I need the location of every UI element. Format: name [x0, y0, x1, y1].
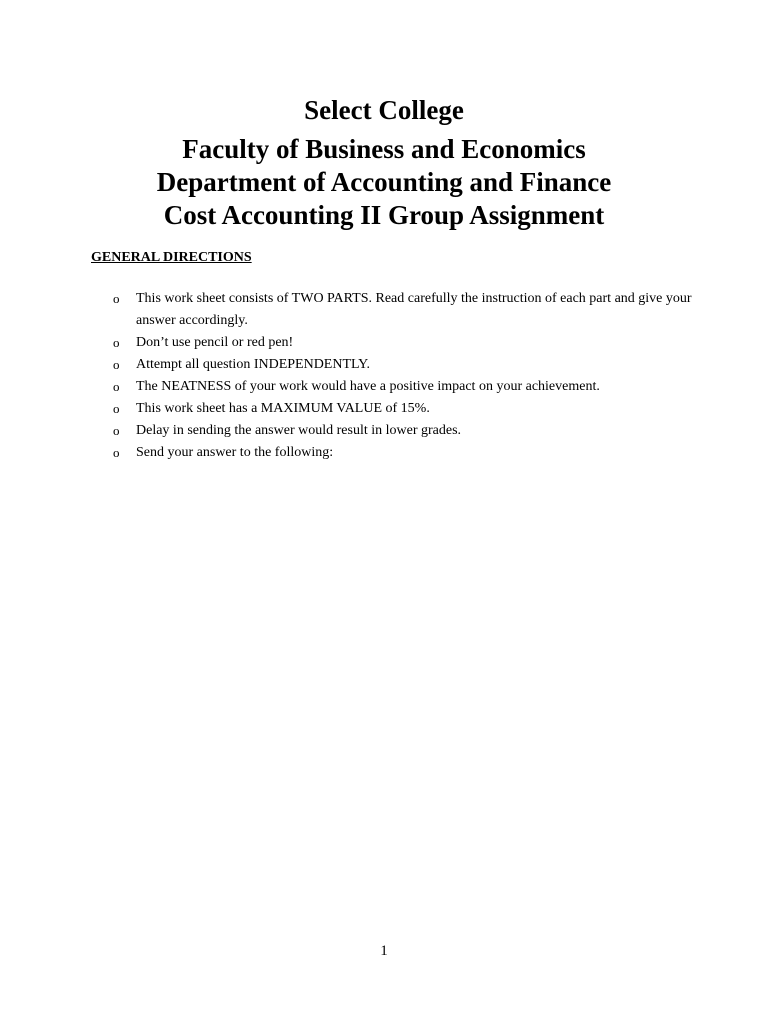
direction-text: This work sheet has a MAXIMUM VALUE of 15%.: [136, 401, 430, 416]
bullet-icon: o: [113, 379, 120, 394]
direction-item: [0, 398, 696, 420]
general-directions-heading: GENERAL DIRECTIONS: [91, 250, 252, 265]
directions-list: [0, 288, 768, 464]
direction-item: [0, 376, 696, 398]
direction-text: The NEATNESS of your work would have a positive impact on your achievement.: [136, 379, 600, 394]
bullet-icon: o: [113, 445, 120, 460]
page-number: 1: [380, 943, 388, 959]
faculty-name: Faculty of Business and Economics: [182, 134, 586, 164]
direction-item: [0, 420, 696, 442]
direction-item: [0, 288, 696, 332]
bullet-icon: o: [113, 291, 120, 306]
department-name: Department of Accounting and Finance: [156, 167, 612, 197]
direction-text: Send your answer to the following:: [136, 445, 334, 460]
bullet-icon: o: [113, 401, 120, 416]
direction-text: This work sheet consists of TWO PARTS. Read carefully the instruction of each part and give your answer accordingly.: [136, 291, 692, 328]
direction-text: Don’t use pencil or red pen!: [136, 335, 294, 350]
direction-item: [0, 354, 696, 376]
direction-text: Attempt all question INDEPENDENTLY.: [136, 357, 370, 372]
bullet-icon: o: [113, 423, 120, 438]
direction-item: [0, 332, 696, 354]
assignment-title: Cost Accounting II Group Assignment: [163, 200, 605, 230]
direction-item: [0, 442, 696, 464]
bullet-icon: o: [113, 335, 120, 350]
bullet-icon: o: [113, 357, 120, 372]
direction-text: Delay in sending the answer would result in lower grades.: [136, 423, 462, 438]
college-name: Select College: [304, 95, 464, 125]
